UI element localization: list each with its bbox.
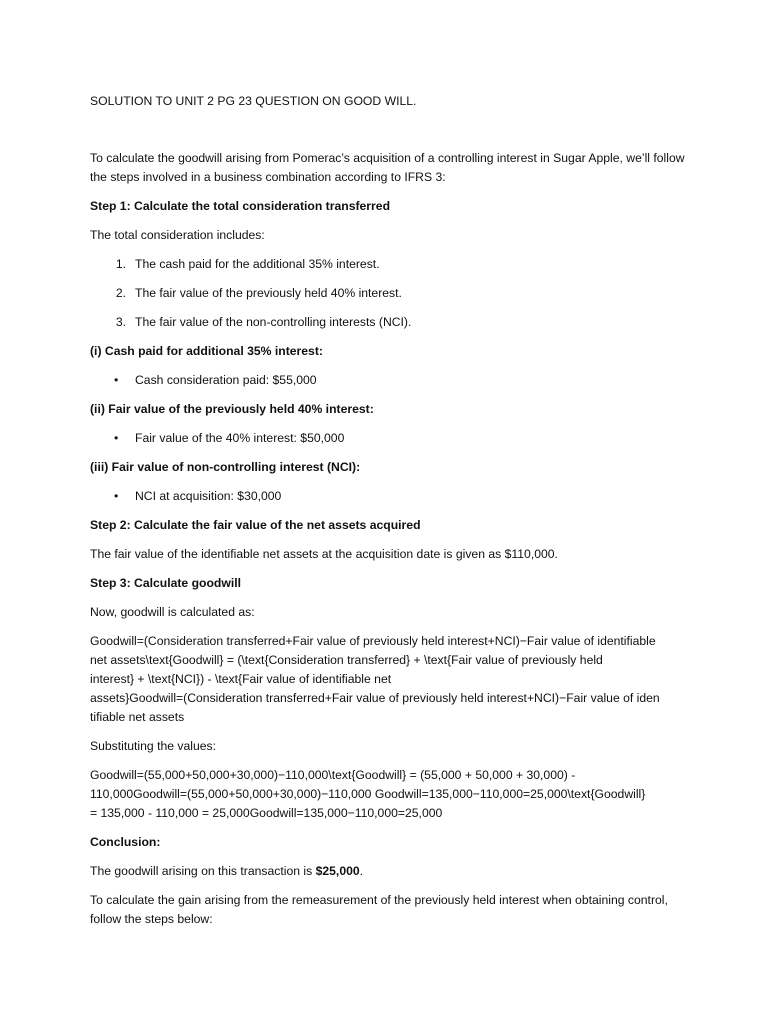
formula-line: interest} + \text{NCI}) - \text{Fair value of identifiable net [90, 672, 392, 686]
sub3-list [90, 487, 686, 506]
goodwill-formula [90, 632, 686, 727]
bullet-icon: • [114, 373, 119, 387]
list-item [90, 313, 686, 332]
step1-lead: The total consideration includes: [90, 228, 265, 242]
step1-heading: Step 1: Calculate the total consideration transferred [90, 199, 391, 213]
calc-line: 110,000Goodwill=(55,000+50,000+30,000)−110,000 Goodwill=135,000−110,000=25,000\text{Goodwill} [90, 787, 646, 801]
bullet-icon: • [114, 431, 119, 445]
formula-line: assets}Goodwill=(Consideration transferred+Fair value of previously held interest+NCI)−Fair value of iden [90, 691, 660, 705]
conclusion-text [90, 862, 686, 881]
list-number: 3. [115, 315, 126, 329]
list-text: The fair value of the previously held 40% interest. [135, 286, 402, 300]
list-text: NCI at acquisition: $30,000 [135, 489, 282, 503]
bullet-icon: • [114, 489, 119, 503]
list-item [90, 371, 686, 390]
calc-line: Goodwill=(55,000+50,000+30,000)−110,000\text{Goodwill} = (55,000 + 50,000 + 30,000) - [90, 768, 576, 782]
list-number: 1. [115, 257, 126, 271]
list-item [90, 284, 686, 303]
sub2-heading: (ii) Fair value of the previously held 40% interest: [90, 402, 374, 416]
list-text: Fair value of the 40% interest: $50,000 [135, 431, 345, 445]
list-item [90, 487, 686, 506]
formula-line: net assets\text{Goodwill} = (\text{Consideration transferred} + \text{Fair value of previously held [90, 653, 603, 667]
formula-line: Goodwill=(Consideration transferred+Fair value of previously held interest+NCI)−Fair value of identifiable [90, 634, 656, 648]
step2-text: The fair value of the identifiable net assets at the acquisition date is given as $110,000. [90, 547, 558, 561]
list-text: Cash consideration paid: $55,000 [135, 373, 317, 387]
goodwill-calculation [90, 766, 686, 823]
sub2-list [90, 429, 686, 448]
sub3-heading: (iii) Fair value of non-controlling interest (NCI): [90, 460, 361, 474]
document-title: SOLUTION TO UNIT 2 PG 23 QUESTION ON GOOD WILL. [90, 94, 417, 108]
step2-heading: Step 2: Calculate the fair value of the net assets acquired [90, 518, 421, 532]
list-number: 2. [115, 286, 126, 300]
document-page [90, 92, 686, 939]
substitution-lead: Substituting the values: [90, 739, 217, 753]
list-text: The cash paid for the additional 35% interest. [135, 257, 380, 271]
intro-paragraph: To calculate the goodwill arising from Pomerac’s acquisition of a controlling interest in Sugar Apple, we’ll follow the steps involved in a business combination according to IFRS 3: [90, 151, 685, 184]
sub1-heading: (i) Cash paid for additional 35% interest: [90, 344, 323, 358]
formula-line: tifiable net assets [90, 710, 185, 724]
conclusion-lead: The goodwill arising on this transaction is [90, 864, 316, 878]
list-text: The fair value of the non-controlling interests (NCI). [135, 315, 412, 329]
conclusion-end: . [359, 864, 364, 878]
consideration-list [90, 255, 686, 332]
step3-heading: Step 3: Calculate goodwill [90, 576, 242, 590]
sub1-list [90, 371, 686, 390]
conclusion-heading: Conclusion: [90, 835, 161, 849]
list-item [90, 429, 686, 448]
step3-lead: Now, goodwill is calculated as: [90, 605, 255, 619]
closing-paragraph: To calculate the gain arising from the remeasurement of the previously held interest when obtaining control, follow the steps below: [90, 893, 668, 926]
goodwill-amount: $25,000 [315, 864, 360, 878]
list-item [90, 255, 686, 274]
calc-line: = 135,000 - 110,000 = 25,000Goodwill=135,000−110,000=25,000 [90, 806, 443, 820]
